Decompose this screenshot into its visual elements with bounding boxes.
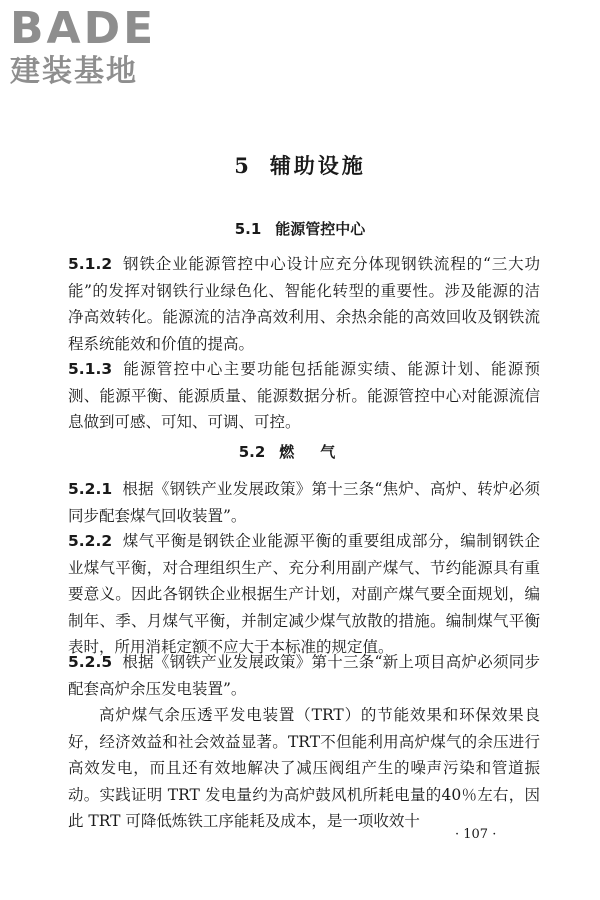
chapter-title — [0, 150, 600, 180]
clause-text: 钢铁企业能源管控中心设计应充分体现钢铁流程的“三大功能”的发挥对钢铁行业绿色化、智能化转型的重要性。涉及能源的洁净高效转化。能源流的洁净高效利用、余热余能的高效回收及钢铁流程系统能效和价值的提高。 — [68, 255, 540, 353]
clause-text: 能源管控中心主要功能包括能源实绩、能源计划、能源预测、能源平衡、能源质量、能源数据分析。能源管控中心对能源流信息做到可感、可知、可调、可控。 — [68, 360, 540, 431]
chapter-title-text: 辅助设施 — [269, 153, 366, 178]
section-heading-5-1 — [0, 218, 600, 239]
clause-5-2-2 — [68, 528, 540, 661]
clause-5-2-1 — [68, 476, 540, 529]
clause-5-1-2 — [68, 251, 540, 357]
section-number: 5.1 — [234, 220, 262, 238]
clause-text: 根据《钢铁产业发展政策》第十三条“新上项目高炉必须同步配套高炉余压发电装置”。 — [68, 653, 540, 698]
clause-number: 5.1.2 — [68, 255, 113, 273]
logo-brand-text: BADE — [10, 3, 157, 54]
clause-5-1-3 — [68, 356, 540, 436]
chapter-number: 5 — [234, 153, 252, 178]
page-number: · 107 · — [455, 827, 497, 842]
clause-number: 5.2.5 — [68, 653, 113, 671]
logo-subtitle: 建装基地 — [10, 54, 138, 89]
clause-text: 根据《钢铁产业发展政策》第十三条“焦炉、高炉、转炉必须同步配套煤气回收装置”。 — [68, 480, 540, 525]
clause-text: 煤气平衡是钢铁企业能源平衡的重要组成部分，编制钢铁企业煤气平衡，对合理组织生产、充分利用副产煤气、节约能源具有重要意义。因此各钢铁企业根据生产计划，对副产煤气要全面规划，编制年、季、月煤气平衡，并制定减少煤气放散的措施。编制煤气平衡表时，所用消耗定额不应大于本标准的规定值。 — [68, 532, 540, 656]
body-paragraph-trt: 高炉煤气余压透平发电装置（TRT）的节能效果和环保效果良好，经济效益和社会效益显著。TRT不但能利用高炉煤气的余压进行高效发电，而且还有效地解决了减压阀组产生的噪声污染和管道振动。实践证明 TRT 发电量约为高炉鼓风机所耗电量的40％左右，因此 TRT 可降低炼铁工序能耗及成本，是一项收效十 — [68, 706, 540, 830]
clause-number: 5.2.2 — [68, 532, 113, 550]
section-title-text: 能源管控中心 — [275, 220, 366, 238]
section-heading-5-2 — [0, 441, 600, 462]
clause-5-2-5 — [68, 649, 540, 702]
section-title-text: 燃气 — [279, 443, 362, 461]
bade-logo — [10, 4, 180, 90]
clause-number: 5.2.1 — [68, 480, 113, 498]
clause-number: 5.1.3 — [68, 360, 113, 378]
section-number: 5.2 — [238, 443, 266, 461]
